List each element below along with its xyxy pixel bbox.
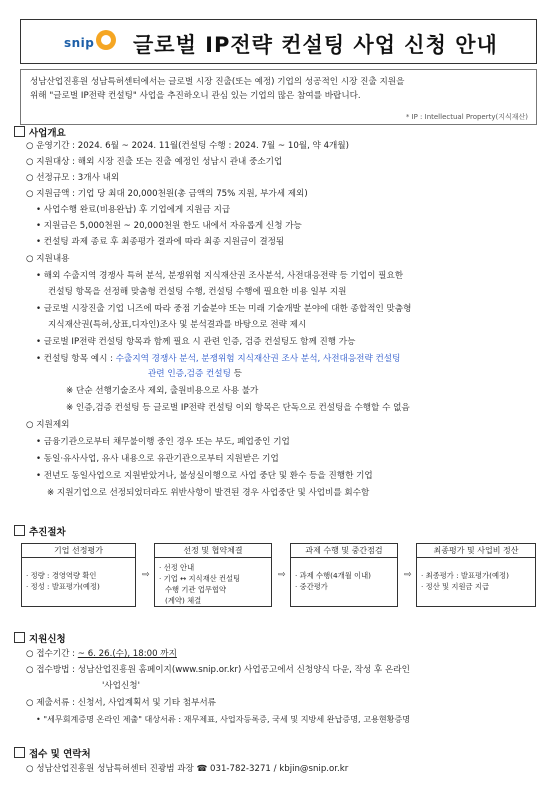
apply-docs: ○ 제출서류 : 신청서, 사업계획서 및 기타 첨부서류 xyxy=(26,698,216,708)
amount-bullet: • 사업수행 완료(비용완납) 후 기업에게 지원금 지급 xyxy=(36,205,231,215)
process-step-1 xyxy=(21,543,136,607)
checkbox-square-icon xyxy=(14,747,25,758)
amount-bullet: • 컨설팅 과제 종료 후 최종평가 결과에 따라 최종 지원금이 결정됨 xyxy=(36,237,285,247)
arrow-right-icon: ⇨ xyxy=(278,570,286,580)
exclusion-title: ○ 지원제외 xyxy=(26,420,70,430)
logo-text: snip xyxy=(64,36,95,50)
intro-box xyxy=(20,69,537,125)
process-step-body: · 최종평가 : 발표평가(예정) · 정산 및 지원금 지급 xyxy=(421,571,509,591)
process-step-body: · 정량 : 경영역량 확인 · 정성 : 발표평가(예정) xyxy=(26,571,100,591)
consulting-example-cont: 관련 인증,검증 컨설팅 등 xyxy=(148,369,242,379)
apply-method-cont: '사업신청' xyxy=(102,681,140,691)
exclusion-line: • 동일·유사사업, 유사 내용으로 유관기관으로부터 지원받은 기업 xyxy=(36,454,279,464)
apply-docs-bullet: • "세무회계증명 온라인 제출" 대상서류 : 재무제표, 사업자등록증, 국세 및 지방세 완납증명, 고용현황증명 xyxy=(36,714,411,724)
intro-line-1: 성남산업진흥원 성남특허센터에서는 글로벌 시장 진출(또는 예정) 기업의 성공적인 시장 진출 지원을 xyxy=(30,77,405,87)
process-step-2 xyxy=(154,543,272,607)
example-highlight: 수출지역 경쟁사 분석, 분쟁위험 지식재산권 조사 분석, 사전대응전략 컨설팅 xyxy=(115,354,401,364)
apply-method: ○ 접수방법 : 성남산업진흥원 홈페이지(www.snip.or.kr) 사업공고에서 신청양식 다운, 작성 후 온라인 xyxy=(26,665,410,675)
content-line: 컨설팅 항목을 선정해 맞춤형 컨설팅 수행, 컨설팅 수행에 필요한 비용 일부 지원 xyxy=(48,287,347,297)
snip-logo xyxy=(64,28,114,56)
contact-line: ○ 성남산업진흥원 성남특허센터 진광범 과장 ☎ 031-782-3271 / kbjin@snip.or.kr xyxy=(26,764,349,774)
process-step-4 xyxy=(416,543,536,607)
checkbox-square-icon xyxy=(14,632,25,643)
apply-period: ○ 접수기간 : ~ 6. 26.(수), 18:00 까지 xyxy=(26,649,177,659)
section-overview-heading: 사업개요 xyxy=(14,125,66,139)
overview-target: ○ 지원대상 : 해외 시장 진출 또는 진출 예정인 성남시 관내 중소기업 xyxy=(26,157,283,167)
content-line: • 글로벌 IP전략 컨설팅 항목과 함께 필요 시 관련 인증, 검증 컨설팅도 함께 진행 가능 xyxy=(36,337,356,347)
content-title: ○ 지원내용 xyxy=(26,254,70,264)
overview-amount: ○ 지원금액 : 기업 당 최대 20,000천원(총 금액의 75% 지원, 부가세 제외) xyxy=(26,189,308,199)
section-process-heading: 추진절차 xyxy=(14,524,66,538)
page-title: 글로벌 IP전략 컨설팅 사업 신청 안내 xyxy=(133,33,498,57)
content-line: 지식재산권(특허,상표,디자인)조사 및 분석결과를 바탕으로 전략 제시 xyxy=(48,320,307,330)
example-note: ※ 단순 선행기술조사 제외, 출원비용으로 사용 불가 xyxy=(66,386,259,396)
logo-mark-icon xyxy=(96,30,116,50)
amount-bullet: • 지원금은 5,000천원 ~ 20,000천원 한도 내에서 자유롭게 신청 가능 xyxy=(36,221,302,231)
process-step-title: 과제 수행 및 중간점검 xyxy=(291,544,397,558)
overview-scale: ○ 선정규모 : 3개사 내외 xyxy=(26,173,120,183)
title-banner xyxy=(20,19,537,64)
process-step-title: 선정 및 협약체결 xyxy=(155,544,271,558)
content-line: • 해외 수출지역 경쟁사 특허 분석, 분쟁위험 지식재산권 조사분석, 사전대응전략 등 기업이 필요한 xyxy=(36,271,404,281)
section-apply-heading: 지원신청 xyxy=(14,631,66,645)
process-step-body: · 선정 안내 · 기업 ↔ 지식재산 컨설팅 수행 기관 업무협약 (계약) 체결 xyxy=(159,563,241,605)
exclusion-line: • 금융기관으로부터 채무불이행 중인 경우 또는 부도, 폐업중인 기업 xyxy=(36,437,290,447)
checkbox-square-icon xyxy=(14,126,25,137)
consulting-example: • 컨설팅 항목 예시 : 수출지역 경쟁사 분석, 분쟁위험 지식재산권 조사 분석, 사전대응전략 컨설팅 xyxy=(36,354,401,364)
exclusion-line: • 전년도 동일사업으로 지원받았거나, 불성실이행으로 사업 중단 및 환수 등을 진행한 기업 xyxy=(36,471,373,481)
section-contact-heading: 접수 및 연락처 xyxy=(14,746,91,760)
process-step-title: 최종평가 및 사업비 정산 xyxy=(417,544,535,558)
apply-deadline: ~ 6. 26.(수), 18:00 까지 xyxy=(77,649,177,659)
process-step-3 xyxy=(290,543,398,607)
checkbox-square-icon xyxy=(14,525,25,536)
intro-line-2: 위해 "글로벌 IP전략 컨설팅" 사업을 추진하오니 관심 있는 기업의 많은 참여를 바랍니다. xyxy=(30,91,361,101)
intro-note: * IP : Intellectual Property(지식재산) xyxy=(405,113,528,121)
example-note: ※ 인증,검증 컨설팅 등 글로벌 IP전략 컨설팅 이외 항목은 단독으로 컨설팅을 수행할 수 없음 xyxy=(66,403,410,413)
arrow-right-icon: ⇨ xyxy=(142,570,150,580)
process-step-body: · 과제 수행(4개월 이내) · 중간평가 xyxy=(295,571,372,591)
process-step-title: 기업 선정평가 xyxy=(22,544,135,558)
example-highlight: 관련 인증,검증 컨설팅 xyxy=(148,369,231,379)
arrow-right-icon: ⇨ xyxy=(404,570,412,580)
content-line: • 글로벌 시장진출 기업 니즈에 따라 중점 기술분야 또는 미래 기술개발 분야에 대한 종합적인 맞춤형 xyxy=(36,304,412,314)
exclusion-note: ※ 지원기업으로 선정되었더라도 위반사항이 발견된 경우 사업중단 및 사업비를 회수함 xyxy=(47,488,370,498)
overview-period: ○ 운영기간 : 2024. 6월 ~ 2024. 11월(컨설팅 수행 : 2024. 7월 ~ 10월, 약 4개월) xyxy=(26,141,350,151)
